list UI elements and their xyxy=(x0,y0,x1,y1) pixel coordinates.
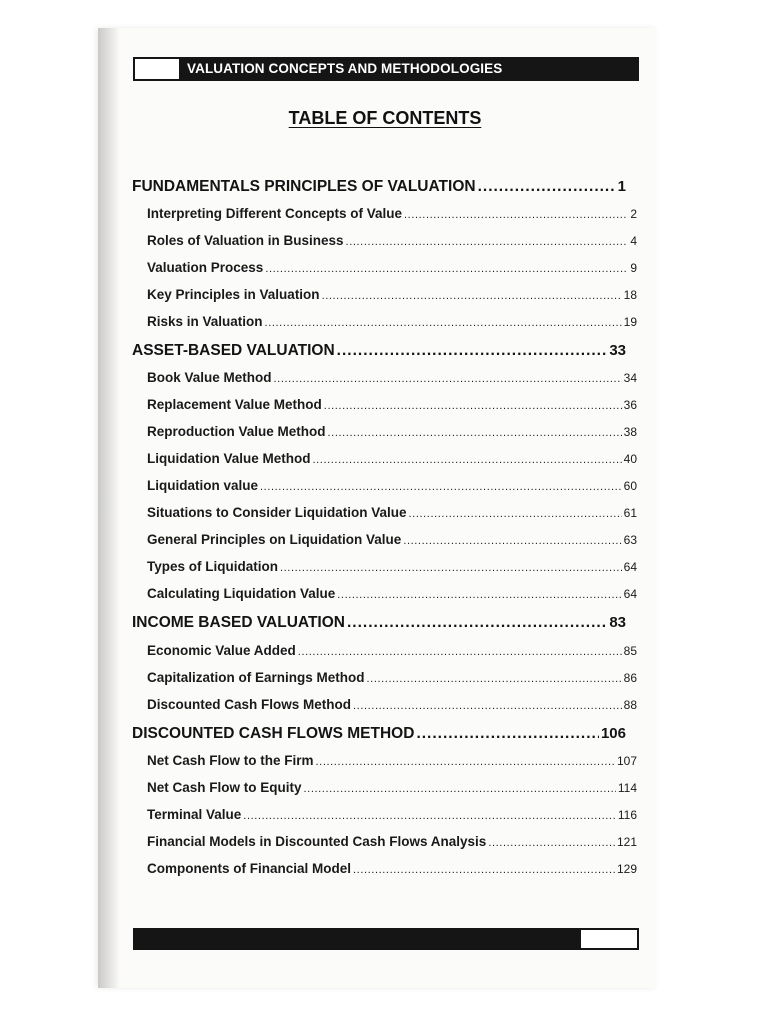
dot-leader xyxy=(367,673,622,685)
dot-leader xyxy=(265,317,622,329)
toc-entry-label: Risks in Valuation xyxy=(147,314,263,329)
toc-page-number: 9 xyxy=(630,261,637,275)
toc-page-number: 38 xyxy=(623,425,637,439)
toc-section-entry xyxy=(132,178,626,196)
toc-entry-label: Net Cash Flow to the Firm xyxy=(147,753,314,768)
dot-leader xyxy=(316,756,615,768)
dot-leader xyxy=(337,342,608,360)
dot-leader xyxy=(353,700,622,712)
toc-subsection-entry xyxy=(147,233,637,248)
dot-leader xyxy=(322,290,622,302)
dot-leader xyxy=(260,481,622,493)
dot-leader xyxy=(324,400,622,412)
toc-page-number: 114 xyxy=(617,781,637,795)
dot-leader xyxy=(416,725,599,743)
toc-subsection-entry xyxy=(147,861,637,876)
toc-subsection-entry xyxy=(147,643,637,658)
toc-subsection-entry xyxy=(147,287,637,302)
header-marker-box xyxy=(135,59,181,79)
toc-entry-label: Key Principles in Valuation xyxy=(147,287,320,302)
dot-leader xyxy=(337,589,621,601)
dot-leader xyxy=(313,454,622,466)
toc-page-number: 19 xyxy=(623,315,637,329)
page-spine-shadow xyxy=(98,28,120,988)
toc-section-entry xyxy=(132,725,626,743)
dot-leader xyxy=(409,508,622,520)
toc-page-number: 116 xyxy=(617,808,637,822)
toc-subsection-entry xyxy=(147,478,637,493)
toc-subsection-entry xyxy=(147,559,637,574)
dot-leader xyxy=(274,373,622,385)
toc-entry-label: Interpreting Different Concepts of Value xyxy=(147,206,403,221)
toc-subsection-entry xyxy=(147,807,637,822)
toc-page-number: 36 xyxy=(623,398,637,412)
toc-page-number: 86 xyxy=(623,671,637,685)
toc-subsection-entry xyxy=(147,424,637,439)
toc-entry-label: Valuation Process xyxy=(147,260,264,275)
header-title: VALUATION CONCEPTS AND METHODOLOGIES xyxy=(187,61,503,76)
dot-leader xyxy=(346,236,629,248)
toc-subsection-entry xyxy=(147,586,637,601)
toc-entry-label: Discounted Cash Flows Method xyxy=(147,697,352,712)
toc-entry-label: Calculating Liquidation Value xyxy=(147,586,336,601)
toc-page-number: 63 xyxy=(623,533,637,547)
footer-bar xyxy=(133,928,639,950)
dot-leader xyxy=(298,646,622,658)
toc-subsection-entry xyxy=(147,314,637,329)
dot-leader xyxy=(404,209,628,221)
toc-subsection-entry xyxy=(147,505,637,520)
toc-page-number: 18 xyxy=(623,288,637,302)
toc-entry-label: Replacement Value Method xyxy=(147,397,322,412)
toc-page-number: 83 xyxy=(609,614,626,631)
toc-entry-label: Capitalization of Earnings Method xyxy=(147,670,365,685)
toc-subsection-entry xyxy=(147,834,637,849)
header-bar xyxy=(133,57,639,81)
dot-leader xyxy=(478,178,616,196)
toc-entry-label: Roles of Valuation in Business xyxy=(147,233,344,248)
toc-page-number: 64 xyxy=(623,587,637,601)
toc-subsection-entry xyxy=(147,451,637,466)
dot-leader xyxy=(304,783,616,795)
page-title: TABLE OF CONTENTS xyxy=(288,108,482,128)
toc-page-number: 129 xyxy=(616,862,637,876)
toc-page-number: 4 xyxy=(630,234,637,248)
toc-entry-label: ASSET-BASED VALUATION xyxy=(132,342,335,359)
toc-entry-label: Components of Financial Model xyxy=(147,861,352,876)
toc-entry-label: Economic Value Added xyxy=(147,643,296,658)
dot-leader xyxy=(403,535,621,547)
toc-entry-label: Liquidation value xyxy=(147,478,259,493)
toc-page-number: 88 xyxy=(623,698,637,712)
toc-entry-label: General Principles on Liquidation Value xyxy=(147,532,402,547)
toc-entry-label: Reproduction Value Method xyxy=(147,424,326,439)
toc-page-number: 121 xyxy=(616,835,637,849)
toc-page-number: 1 xyxy=(617,178,626,195)
dot-leader xyxy=(353,864,615,876)
toc-entry-label: Book Value Method xyxy=(147,370,272,385)
toc-subsection-entry xyxy=(147,206,637,221)
toc-entry-label: DISCOUNTED CASH FLOWS METHOD xyxy=(132,725,415,742)
toc-subsection-entry xyxy=(147,260,637,275)
dot-leader xyxy=(243,810,616,822)
toc-page-number: 34 xyxy=(623,371,637,385)
toc-entry-label: FUNDAMENTALS PRINCIPLES OF VALUATION xyxy=(132,178,476,195)
dot-leader xyxy=(328,427,622,439)
toc-entry-label: INCOME BASED VALUATION xyxy=(132,614,345,631)
toc-entry-label: Situations to Consider Liquidation Value xyxy=(147,505,407,520)
toc-page-number: 61 xyxy=(623,506,637,520)
toc-section-entry xyxy=(132,342,626,360)
dot-leader xyxy=(488,837,615,849)
toc-page-number: 85 xyxy=(623,644,637,658)
toc-page-number: 33 xyxy=(609,342,626,359)
dot-leader xyxy=(265,263,628,275)
toc-page-number: 107 xyxy=(616,754,637,768)
toc-page-number: 64 xyxy=(623,560,637,574)
toc-subsection-entry xyxy=(147,670,637,685)
dot-leader xyxy=(280,562,622,574)
toc-entry-label: Liquidation Value Method xyxy=(147,451,311,466)
toc-entry-label: Types of Liquidation xyxy=(147,559,278,574)
toc-entry-label: Net Cash Flow to Equity xyxy=(147,780,302,795)
dot-leader xyxy=(347,614,607,632)
footer-marker-box xyxy=(579,930,637,948)
toc-subsection-entry xyxy=(147,697,637,712)
toc-subsection-entry xyxy=(147,370,637,385)
toc-section-entry xyxy=(132,614,626,632)
toc-subsection-entry xyxy=(147,780,637,795)
toc-subsection-entry xyxy=(147,532,637,547)
toc-entry-label: Financial Models in Discounted Cash Flows Analysis xyxy=(147,834,487,849)
toc-page-number: 106 xyxy=(600,725,626,742)
toc-page-number: 40 xyxy=(623,452,637,466)
toc-subsection-entry xyxy=(147,753,637,768)
toc-page-number: 60 xyxy=(623,479,637,493)
toc-entry-label: Terminal Value xyxy=(147,807,242,822)
toc-page-number: 2 xyxy=(630,207,637,221)
toc-subsection-entry xyxy=(147,397,637,412)
